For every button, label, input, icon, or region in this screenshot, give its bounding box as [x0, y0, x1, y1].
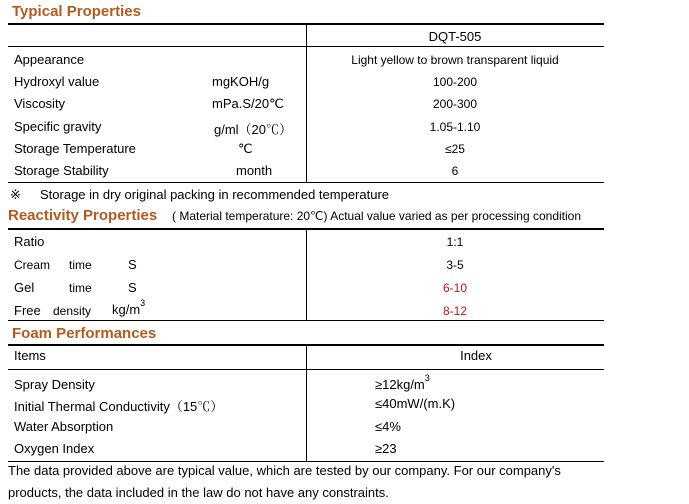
reactivity-sub: time: [69, 258, 92, 272]
divider: [8, 320, 604, 321]
reactivity-unit: S: [128, 280, 137, 295]
reactivity-name: Free: [14, 303, 41, 318]
foam-index: ≥23: [375, 441, 397, 456]
property-unit: month: [236, 163, 273, 178]
property-value: 100-200: [432, 75, 478, 89]
property-unit: mgKOH/g: [212, 74, 270, 89]
property-value: Light yellow to brown transparent liquid: [351, 53, 559, 67]
reactivity-unit: S: [128, 257, 137, 272]
column-divider: [306, 24, 307, 182]
property-unit: ℃: [238, 141, 253, 156]
property-unit: mPa.S/20℃: [212, 96, 284, 111]
divider: [8, 182, 604, 183]
property-value: 1.05-1.10: [429, 120, 481, 134]
reactivity-sub: time: [69, 281, 92, 295]
footer-note-line-1: The data provided above are typical value, which are tested by our company. For our company's: [8, 463, 561, 478]
property-name: Specific gravity: [14, 119, 102, 134]
reactivity-name: Ratio: [14, 234, 45, 249]
property-value: 200-300: [432, 97, 478, 111]
index-header: Index: [460, 348, 492, 363]
column-divider: [306, 229, 307, 320]
property-name: Storage Temperature: [14, 141, 136, 156]
property-value: 6: [451, 164, 459, 178]
items-header: Items: [14, 348, 46, 363]
divider: [8, 46, 604, 47]
storage-note: Storage in dry original packing in recommended temperature: [40, 187, 390, 202]
footer-note-line-2: products, the data included in the law do not have any constraints.: [8, 485, 389, 500]
reactivity-value-highlight: 8-12: [442, 304, 468, 318]
reactivity-name: Cream: [14, 258, 51, 272]
property-name: Viscosity: [14, 96, 66, 111]
reactivity-value: 1:1: [446, 235, 464, 249]
reactivity-value: 3-5: [446, 258, 464, 272]
reactivity-unit: $kg/m^3$: [112, 298, 146, 317]
foam-item: Water Absorption: [14, 419, 114, 434]
foam-item: Spray Density: [14, 377, 95, 392]
property-name: Storage Stability: [14, 163, 109, 178]
property-name: Appearance: [14, 52, 85, 67]
foam-performances-title: Foam Performances: [12, 325, 157, 342]
typical-properties-title: Typical Properties: [12, 3, 141, 20]
foam-index: ≤4%: [375, 419, 401, 434]
foam-item: Oxygen Index: [14, 441, 95, 456]
foam-index: ≤40mW/(m.K): [375, 396, 456, 411]
foam-index: $\ge 12kg/m^3$: [375, 373, 430, 392]
reactivity-properties-title: Reactivity Properties: [8, 207, 158, 224]
property-unit: g/ml（20℃）: [214, 122, 293, 137]
product-header: DQT-505: [428, 29, 482, 44]
reactivity-sub: density: [53, 304, 92, 318]
foam-item: Initial Thermal Conductivity（15℃）: [14, 399, 224, 414]
reactivity-subtitle: ( Material temperature: 20℃) Actual value varied as per processing condition: [172, 209, 582, 223]
divider: [8, 369, 604, 370]
property-name: Hydroxyl value: [14, 74, 100, 89]
property-value: ≤25: [445, 142, 465, 156]
column-divider: [306, 345, 307, 461]
note-mark: ※: [10, 187, 21, 202]
reactivity-value-highlight: 6-10: [442, 281, 468, 295]
reactivity-name: Gel: [14, 280, 35, 295]
divider: [8, 461, 604, 462]
